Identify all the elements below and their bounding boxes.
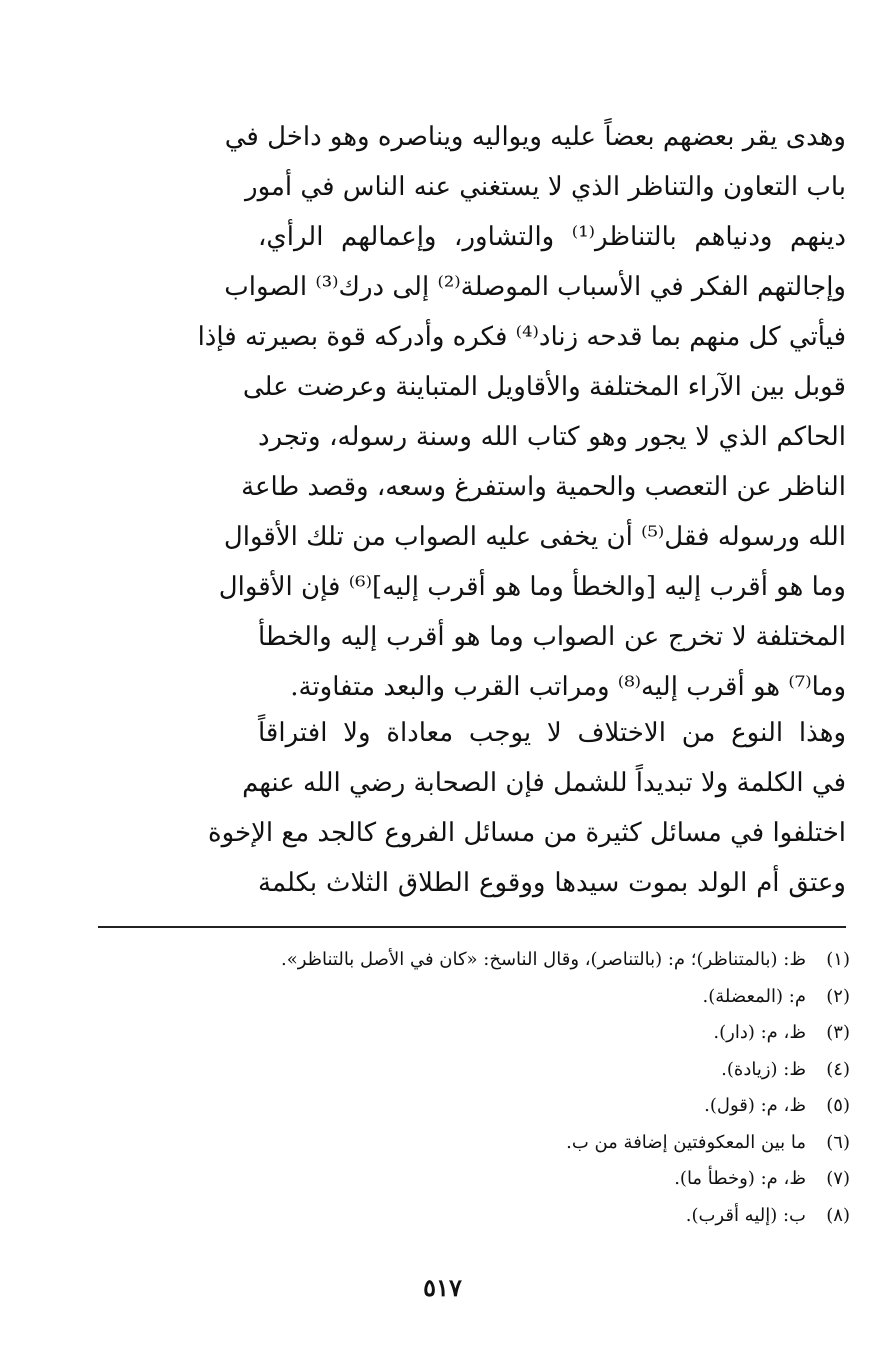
footnote-number: (٤)	[826, 1058, 850, 1080]
footnote-item	[98, 942, 850, 979]
text-line: وهذا النوع من الاختلاف لا يوجب معاداة ولا افتراقاً	[258, 718, 846, 748]
text-line: وإجالتهم الفكر في الأسباب الموصلة⁽²⁾ إلى درك⁽³⁾ الصواب	[224, 272, 846, 302]
footnotes	[98, 942, 850, 1234]
main-paragraph-2	[207, 708, 846, 908]
footnote-number: (٦)	[826, 1131, 850, 1153]
footnote-number: (٥)	[826, 1095, 850, 1116]
text-line: الله ورسوله فقل⁽⁵⁾ أن يخفى عليه الصواب من تلك الأقوال	[223, 522, 846, 552]
footnote-text: ما بين المعكوفتين إضافة من ب.	[566, 1131, 806, 1153]
text-line: اختلفوا في مسائل كثيرة من مسائل الفروع كالجد مع الإخوة	[207, 818, 846, 848]
footnote-item	[98, 1125, 850, 1162]
footnote-item	[98, 1161, 850, 1198]
text-line: في الكلمة ولا تبديداً للشمل فإن الصحابة رضي الله عنهم	[242, 768, 846, 798]
footnote-text: ظ، م: (قول).	[704, 1095, 806, 1116]
text-line: فيأتي كل منهم بما قدحه زناد⁽⁴⁾ فكره وأدركه قوة بصيرته فإذا	[197, 322, 846, 352]
page-number: ٥١٧	[423, 1273, 462, 1302]
footnote-text: ب: (إليه أقرب).	[685, 1204, 806, 1226]
text-line: وما⁽⁷⁾ هو أقرب إليه⁽⁸⁾ ومراتب القرب والبعد متفاوتة.	[290, 672, 846, 702]
footnote-item	[98, 1198, 850, 1235]
text-line: الحاكم الذي لا يجور وهو كتاب الله وسنة رسوله، وتجرد	[258, 422, 846, 452]
footnote-text: ظ، م: (دار).	[713, 1022, 806, 1043]
text-line: الناظر عن التعصب والحمية واستفرغ وسعه، وقصد طاعة	[241, 472, 846, 502]
footnote-divider	[98, 926, 846, 928]
main-paragraph-1	[197, 112, 846, 712]
text-line: وعتق أم الولد بموت سيدها ووقوع الطلاق الثلاث بكلمة	[258, 868, 846, 898]
text-line: وهدى يقر بعضهم بعضاً عليه ويواليه ويناصره وهو داخل في	[224, 122, 846, 152]
footnote-item	[98, 1052, 850, 1089]
text-line: وما هو أقرب إليه [والخطأ وما هو أقرب إليه]⁽⁶⁾ فإن الأقوال	[218, 572, 846, 602]
footnote-item	[98, 1015, 850, 1052]
footnote-text: م: (المعضلة).	[702, 985, 806, 1007]
footnote-number: (٣)	[826, 1022, 850, 1043]
text-line: باب التعاون والتناظر الذي لا يستغني عنه الناس في أمور	[245, 172, 846, 202]
footnote-text: ظ: (زيادة).	[721, 1058, 806, 1080]
footnote-text: ظ، م: (وخطأ ما).	[674, 1168, 806, 1189]
text-line: قوبل بين الآراء المختلفة والأقاويل المتباينة وعرضت على	[242, 372, 846, 402]
footnote-number: (٢)	[826, 985, 850, 1007]
footnote-item	[98, 1088, 850, 1125]
text-line: دينهم ودنياهم بالتناظر⁽¹⁾ والتشاور، وإعمالهم الرأي،	[258, 222, 846, 252]
footnote-number: (٧)	[826, 1168, 850, 1189]
footnote-item	[98, 979, 850, 1016]
footnote-number: (٨)	[826, 1204, 850, 1226]
text-line: المختلفة لا تخرج عن الصواب وما هو أقرب إليه والخطأ	[258, 622, 846, 652]
footnote-number: (١)	[826, 949, 850, 970]
footnote-text: ظ: (بالمتناظر)؛ م: (بالتناصر)، وقال الناسخ: «كان في الأصل بالتناظر».	[281, 949, 806, 970]
